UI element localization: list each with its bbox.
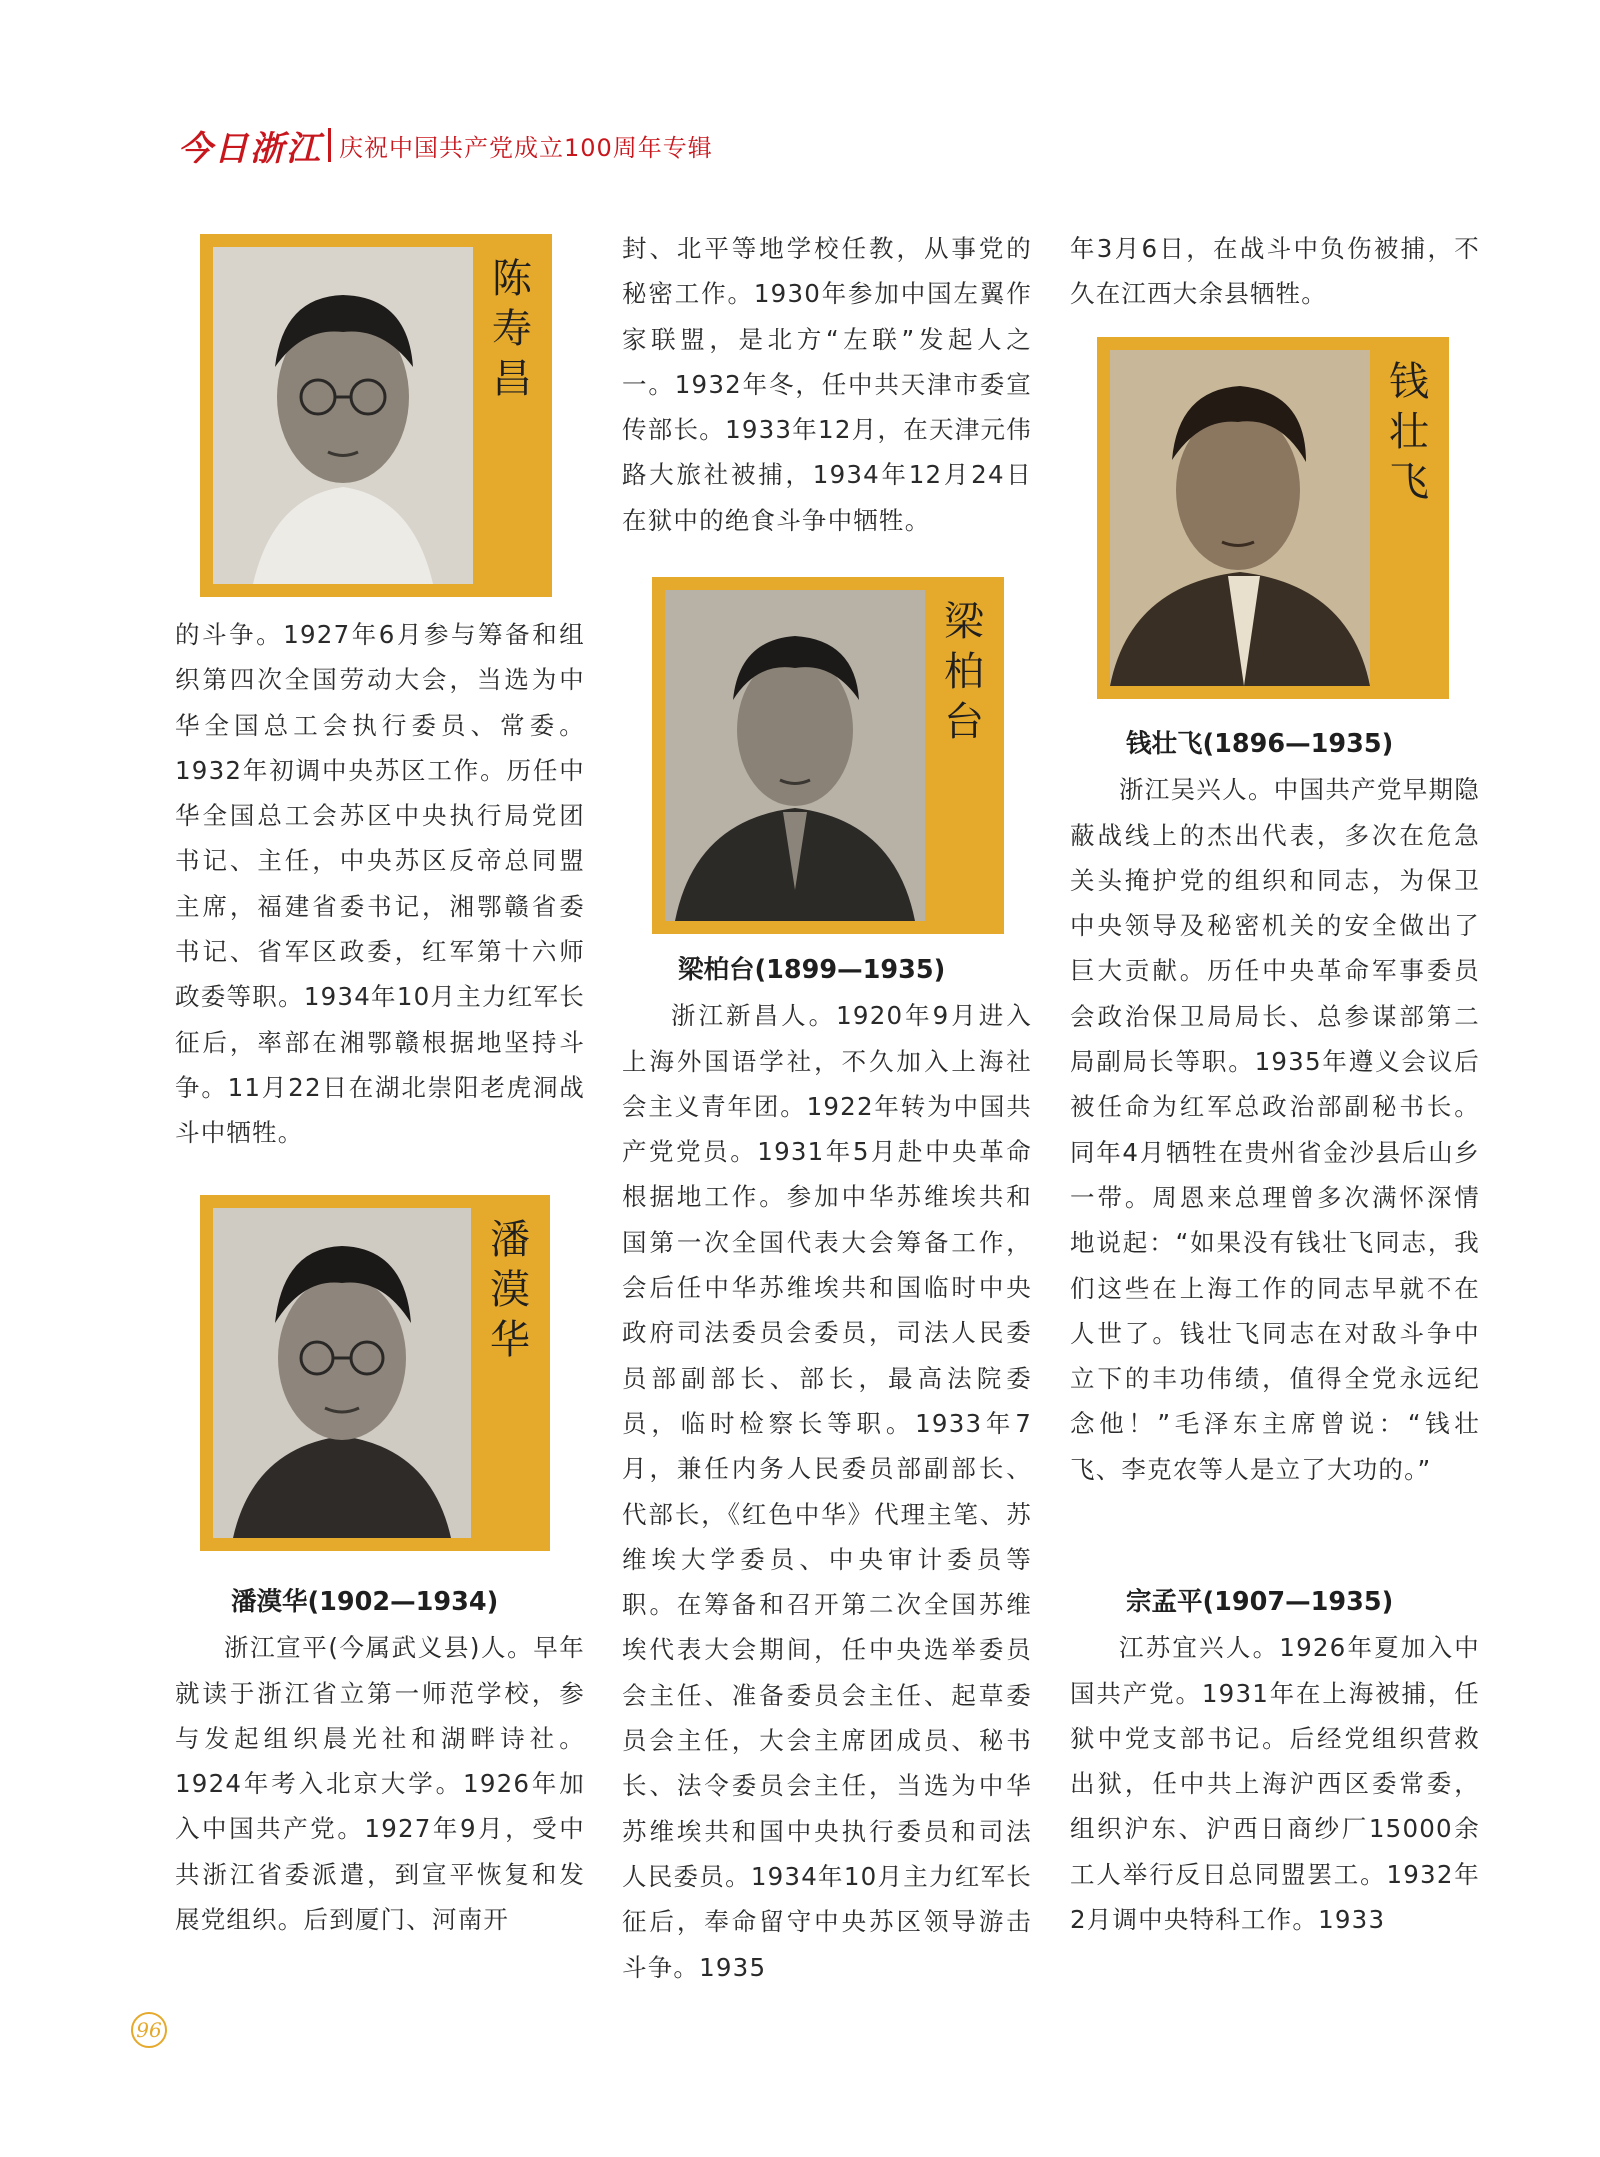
zong-biography: 江苏宜兴人。1926年夏加入中国共产党。1931年在上海被捕，任狱中党支部书记。后经党组织营救出狱，任中共上海沪西区委常委，组织沪东、沪西日商纱厂15000余工人举行反日总同盟罢工。1932年2月调中央特科工作。1933 (1070, 1633, 1480, 1935)
portrait-card-pan (200, 1195, 550, 1551)
pan-biography: 浙江宣平(今属武义县)人。早年就读于浙江省立第一师范学校，参与发起组织晨光社和湖畔诗社。1924年考入北京大学。1926年加入中国共产党。1927年9月，受中共浙江省委派遣，到宣平恢复和发展党组织。后到厦门、河南开 (175, 1633, 585, 1935)
special-issue-title: 庆祝中国共产党成立100周年专辑 (339, 133, 713, 162)
qian-biography: 浙江吴兴人。中国共产党早期隐蔽战线上的杰出代表，多次在危急关头掩护党的组织和同志，为保卫中央领导及秘密机关的安全做出了巨大贡献。历任中央革命军事委员会政治保卫局局长、总参谋部第二局副局长等职。1935年遵义会议后被任命为红军总政治部副秘书长。同年4月牺牲在贵州省金沙县后山乡一带。周恩来总理曾多次满怀深情地说起：“如果没有钱壮飞同志，我们这些在上海工作的同志早就不在人世了。钱壮飞同志在对敌斗争中立下的丰功伟绩，值得全党永远纪念他！”毛泽东主席曾说：“钱壮飞、李克农等人是立了大功的。” (1070, 775, 1480, 1484)
vertical-name-pan: 潘 漠 华 (490, 1217, 530, 1363)
pan-caption: 潘漠华(1902—1934) (231, 1587, 499, 1617)
portrait-card-qian (1097, 337, 1449, 699)
portrait-photo-chen (213, 247, 473, 584)
liang-biography: 浙江新昌人。1920年9月进入上海外国语学社，不久加入上海社会主义青年团。1922年转为中国共产党党员。1931年5月赴中央革命根据地工作。参加中华苏维埃共和国第一次全国代表大会筹备工作，会后任中华苏维埃共和国临时中央政府司法委员会委员，司法人民委员部副部长、部长，最高法院委员，临时检察长等职。1933年7月，兼任内务人民委员部副部长、代部长，《红色中华》代理主笔、苏维埃大学委员、中央审计委员等职。在筹备和召开第二次全国苏维埃代表大会期间，任中央选举委员会主任、准备委员会主任、起草委员会主任，大会主席团成员、秘书长、法令委员会主任，当选为中华苏维埃共和国中央执行委员和司法人民委员。1934年10月主力红军长征后，奉命留守中央苏区领导游击斗争。1935 (622, 1001, 1032, 1982)
column-2-bottom (622, 948, 1032, 1990)
portrait-card-liang (652, 577, 1004, 934)
magazine-logo: 今日浙江 (178, 128, 322, 169)
portrait-photo-pan (213, 1208, 471, 1538)
column-1-top (175, 612, 585, 1156)
portrait-photo-liang (665, 590, 925, 921)
column-1-bottom (175, 1580, 585, 1942)
page-number: 96 (131, 2012, 167, 2048)
vertical-name-chen: 陈 寿 昌 (492, 256, 532, 402)
column-3-bottom (1070, 1580, 1480, 1942)
portrait-photo-qian (1110, 350, 1370, 686)
qian-caption: 钱壮飞(1896—1935) (1126, 729, 1394, 759)
chen-biography: 的斗争。1927年6月参与筹备和组织第四次全国劳动大会，当选为中华全国总工会执行委员、常委。1932年初调中央苏区工作。历任中华全国总工会苏区中央执行局党团书记、主任，中央苏区反帝总同盟主席，福建省委书记，湘鄂赣省委书记、省军区政委，红军第十六师政委等职。1934年10月主力红军长征后，率部在湘鄂赣根据地坚持斗争。11月22日在湖北崇阳老虎洞战斗中牺牲。 (175, 620, 585, 1148)
magazine-header (178, 122, 713, 168)
vertical-name-liang: 梁 柏 台 (944, 599, 984, 745)
portrait-card-chen (200, 234, 552, 597)
liang-caption: 梁柏台(1899—1935) (678, 955, 946, 985)
column-3-top (1070, 226, 1480, 317)
vertical-name-qian: 钱 壮 飞 (1389, 359, 1429, 505)
header-divider (328, 128, 331, 162)
column-3-middle (1070, 722, 1480, 1492)
pan-biography-continued: 封、北平等地学校任教，从事党的秘密工作。1930年参加中国左翼作家联盟，是北方“左联”发起人之一。1932年冬，任中共天津市委宣传部长。1933年12月，在天津元伟路大旅社被捕，1934年12月24日在狱中的绝食斗争中牺牲。 (622, 234, 1032, 535)
liang-biography-continued: 年3月6日，在战斗中负伤被捕，不久在江西大余县牺牲。 (1070, 234, 1480, 309)
zong-caption: 宗孟平(1907—1935) (1126, 1587, 1394, 1617)
column-2-top (622, 226, 1032, 543)
